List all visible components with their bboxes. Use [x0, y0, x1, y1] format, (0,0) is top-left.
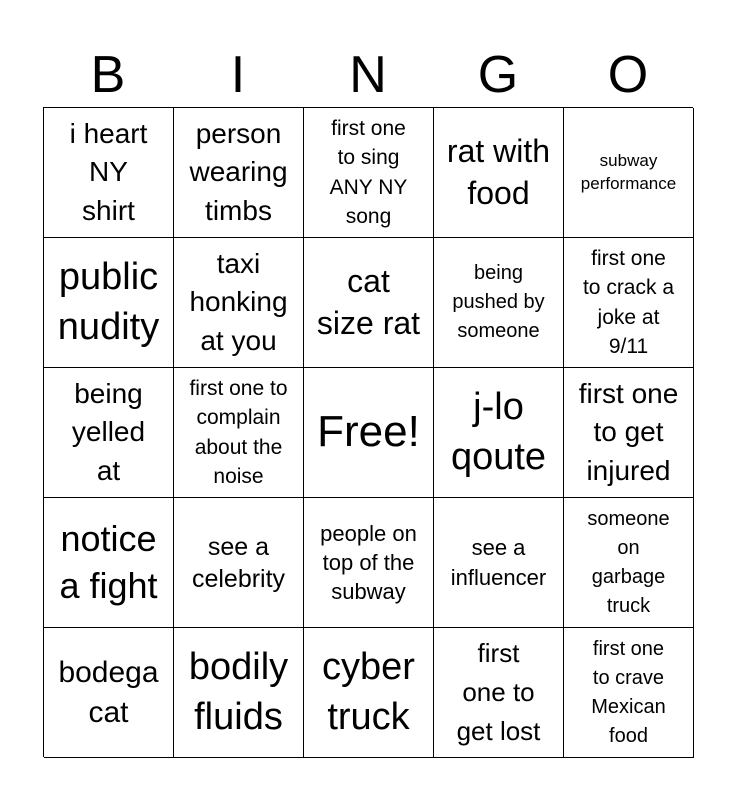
cell-text: j-lo qoute — [450, 386, 547, 478]
bingo-cell[interactable] — [434, 628, 564, 758]
bingo-cell[interactable] — [44, 368, 174, 498]
bingo-board — [43, 107, 693, 757]
cell-text: first one to sing ANY NY song — [329, 116, 408, 228]
header-letter-g: G — [477, 46, 519, 104]
header-letter-b: B — [90, 46, 126, 104]
bingo-cell[interactable] — [564, 368, 694, 498]
bingo-cell[interactable] — [434, 108, 564, 238]
bingo-cell[interactable] — [304, 238, 434, 368]
cell-text: first one to complain about the noise — [189, 376, 288, 488]
bingo-cell[interactable] — [174, 238, 304, 368]
cell-text: public nudity — [57, 256, 160, 348]
cell-text: being pushed by someone — [452, 262, 545, 342]
bingo-cell[interactable] — [304, 108, 434, 238]
cell-text: Free! — [317, 407, 420, 457]
bingo-cell[interactable] — [304, 628, 434, 758]
bingo-cell[interactable] — [434, 238, 564, 368]
bingo-cell[interactable] — [564, 108, 694, 238]
header-letter-i: I — [230, 46, 246, 104]
bingo-cell[interactable] — [44, 108, 174, 238]
bingo-cell[interactable] — [564, 498, 694, 628]
bingo-cell[interactable] — [304, 498, 434, 628]
cell-text: see a celebrity — [191, 532, 286, 593]
bingo-cell[interactable] — [44, 498, 174, 628]
bingo-cell[interactable] — [174, 108, 304, 238]
cell-text: cyber truck — [322, 646, 415, 738]
cell-text: bodega cat — [58, 655, 159, 729]
bingo-cell[interactable] — [174, 628, 304, 758]
bingo-cell[interactable] — [434, 498, 564, 628]
bingo-cell[interactable] — [174, 498, 304, 628]
bingo-cell[interactable] — [564, 628, 694, 758]
cell-text: first one to get lost — [456, 638, 541, 746]
cell-text: see a influencer — [450, 535, 547, 590]
bingo-cell free-space[interactable] — [304, 368, 434, 498]
bingo-cell[interactable] — [174, 368, 304, 498]
cell-text: first one to crack a joke at 9/11 — [582, 246, 675, 358]
cell-text: i heart NY shirt — [69, 117, 148, 226]
cell-text: notice a fight — [59, 517, 158, 606]
header-letter-n: N — [349, 46, 387, 104]
bingo-cell[interactable] — [44, 238, 174, 368]
cell-text: first one to get injured — [578, 377, 679, 486]
cell-text: subway performance — [580, 150, 677, 193]
cell-text: cat size rat — [316, 262, 421, 341]
bingo-cell[interactable] — [44, 628, 174, 758]
cell-text: rat with food — [446, 132, 551, 211]
header-letter-o: O — [607, 46, 649, 104]
cell-text: being yelled at — [71, 377, 146, 486]
cell-text: people on top of the subway — [320, 520, 417, 605]
bingo-cell[interactable] — [434, 368, 564, 498]
cell-text: person wearing timbs — [189, 117, 288, 226]
cell-text: someone on garbage truck — [587, 507, 670, 617]
cell-text: taxi honking at you — [189, 247, 288, 356]
bingo-cell[interactable] — [564, 238, 694, 368]
cell-text: first one to crave Mexican food — [591, 637, 666, 747]
bingo-header — [43, 44, 693, 106]
cell-text: bodily fluids — [188, 646, 289, 738]
